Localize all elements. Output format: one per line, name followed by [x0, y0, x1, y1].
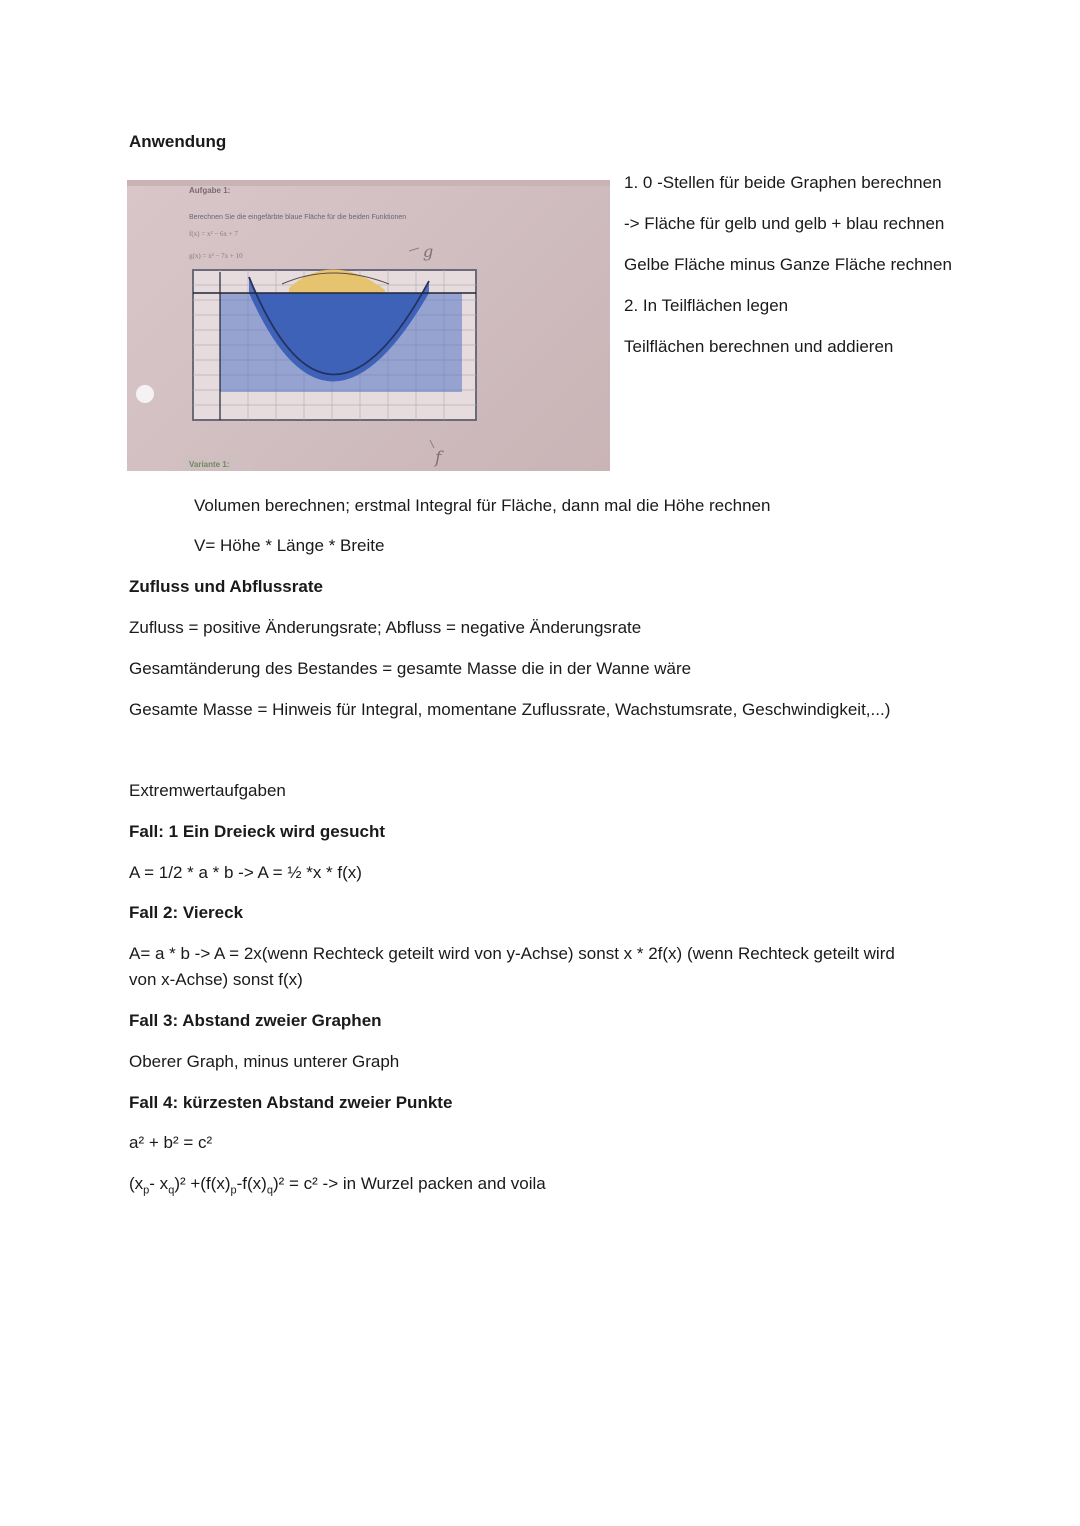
zufluss-line-1: Zufluss = positive Änderungsrate; Abfluss = negative Änderungsrate	[129, 618, 642, 637]
distance-sub-p: p	[143, 1184, 150, 1197]
task-title: Aufgabe 1:	[189, 186, 231, 195]
g-equation: g(x) = x² − 7x + 10	[189, 252, 243, 260]
g-pointer-line	[409, 248, 419, 251]
task-text: Berechnen Sie die eingefärbte blaue Fläche für die beiden Funktionen	[189, 214, 407, 221]
fall-3-text: Oberer Graph, minus unterer Graph	[129, 1052, 400, 1071]
label-f: f	[435, 448, 442, 468]
distance-sub-p2: p	[230, 1184, 237, 1197]
distance-formula	[129, 1171, 546, 1203]
fall-4-title: Fall 4: kürzesten Abstand zweier Punkte	[129, 1093, 453, 1112]
distance-formula-part3: -f(x)	[236, 1174, 267, 1193]
heading-anwendung: Anwendung	[129, 132, 227, 151]
step-3: Gelbe Fläche minus Ganze Fläche rechnen	[624, 255, 952, 274]
zufluss-line-2: Gesamtänderung des Bestandes = gesamte Masse die in der Wanne wäre	[129, 659, 692, 678]
distance-formula-part2: )² +(f(x)	[174, 1174, 231, 1193]
step-4: 2. In Teilflächen legen	[624, 296, 789, 315]
worksheet-photo	[127, 180, 610, 471]
heading-extrem: Extremwertaufgaben	[129, 781, 286, 800]
distance-sub-q: q	[168, 1184, 175, 1197]
fall-1-formula: A = 1/2 * a * b -> A = ½ *x * f(x)	[129, 863, 362, 882]
distance-formula-open: (x	[129, 1174, 144, 1193]
fall-2-line-1: A= a * b -> A = 2x(wenn Rechteck geteilt wird von y-Achse) sonst x * 2f(x) (wenn Rechteck geteilt wird	[129, 944, 895, 963]
pythagoras-formula: a² + b² = c²	[129, 1133, 213, 1152]
label-g: g	[423, 242, 434, 261]
variant-label: Variante 1:	[189, 460, 230, 469]
zufluss-line-3: Gesamte Masse = Hinweis für Integral, momentane Zuflussrate, Wachstumsrate, Geschwindigkeit,...)	[129, 700, 891, 719]
step-5: Teilflächen berechnen und addieren	[624, 337, 894, 356]
distance-formula-tail: )² = c² -> in Wurzel packen and voila	[272, 1174, 546, 1193]
volume-line: Volumen berechnen; erstmal Integral für Fläche, dann mal die Höhe rechnen	[194, 496, 771, 515]
fall-2-line-2: von x-Achse) sonst f(x)	[129, 970, 303, 989]
steps-list	[624, 170, 964, 375]
fall-2-title: Fall 2: Viereck	[129, 903, 244, 922]
fall-1-title: Fall: 1 Ein Dreieck wird gesucht	[129, 822, 386, 841]
volume-formula: V= Höhe * Länge * Breite	[194, 536, 385, 555]
heading-zufluss: Zufluss und Abflussrate	[129, 577, 323, 596]
step-1: 1. 0 -Stellen für beide Graphen berechnen	[624, 173, 942, 192]
step-2: -> Fläche für gelb und gelb + blau rechnen	[624, 214, 945, 233]
distance-formula-minus: - x	[149, 1174, 169, 1193]
photo-dot	[136, 385, 154, 403]
f-pointer-line	[430, 440, 434, 448]
worksheet-figure	[127, 180, 610, 471]
f-equation: f(x) = x² − 6x + 7	[189, 230, 238, 238]
distance-sub-q2: q	[266, 1184, 273, 1197]
fall-3-title: Fall 3: Abstand zweier Graphen	[129, 1011, 382, 1030]
